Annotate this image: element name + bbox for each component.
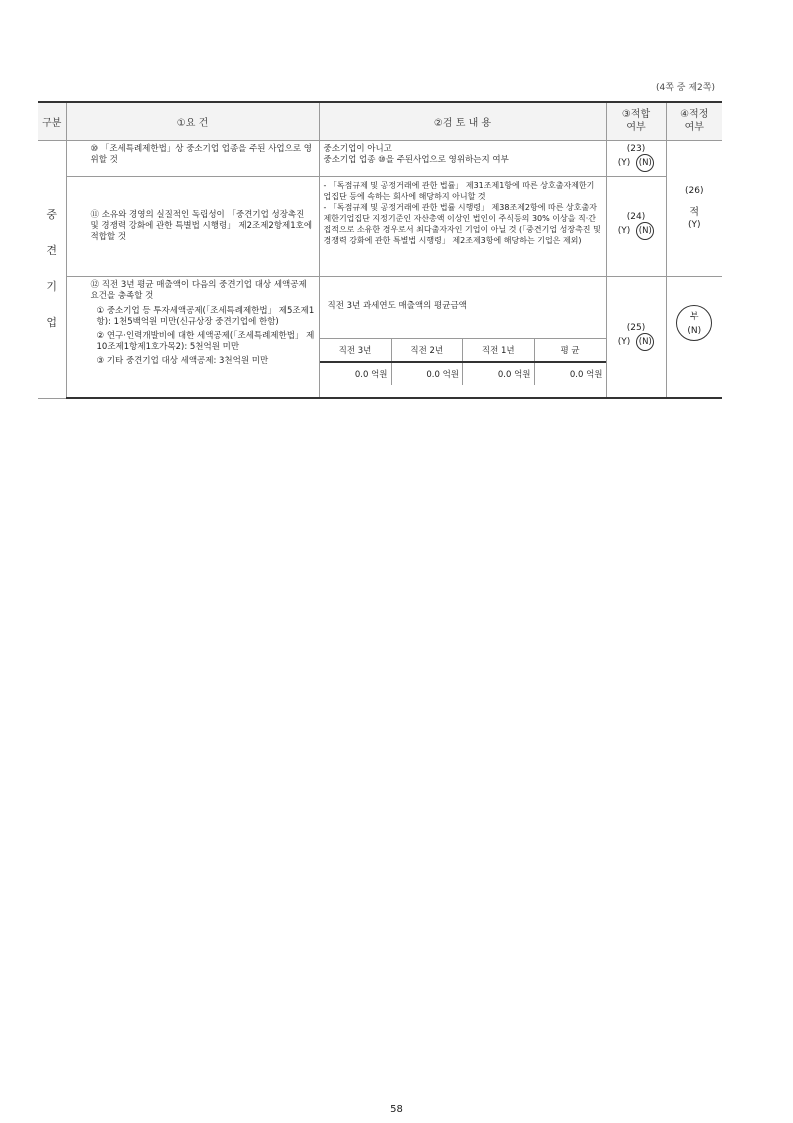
- requirement-cell: [66, 276, 319, 398]
- table-row: [38, 140, 722, 176]
- header-final: ④적정 여부: [666, 102, 722, 140]
- final-code: (Y): [687, 219, 701, 230]
- requirement-cell: [66, 140, 319, 176]
- page-number: 58: [390, 1104, 403, 1115]
- requirement-item: ② 연구·인력개발비에 대한 세액공제(「조세특례제한법」 제10조제1항제1호가목2): 5천억원 미만: [96, 330, 315, 352]
- category-char: 업: [46, 316, 58, 329]
- final-verdict-circle: [676, 305, 712, 341]
- fit-yes-option: (Y): [617, 158, 631, 168]
- fit-cell: [606, 176, 666, 276]
- requirement-text: ⑪ 소유와 경영의 실질적인 독립성이 「중견기업 성장촉진 및 경쟁력 강화에 관한 특별법 시행령」 제2조제2항제1호에 적합할 것: [90, 209, 313, 242]
- header-fit: ③적합 여부: [606, 102, 666, 140]
- sales-header: 직전 3년: [320, 338, 392, 362]
- review-cell: [319, 176, 606, 276]
- fit-number: (24): [626, 212, 646, 222]
- fit-cell: [606, 276, 666, 398]
- final-code-no: (N): [687, 325, 702, 336]
- requirement-title: ⑫ 직전 3년 평균 매출액이 다음의 중견기업 대상 세액공제 요건을 충족할 것: [90, 279, 307, 301]
- sales-table: [320, 338, 606, 385]
- header-requirement: ①요 건: [66, 102, 319, 140]
- table-header-row: [38, 102, 722, 140]
- page-label: (4쪽 중 제2쪽): [656, 83, 715, 93]
- fit-yes-option: (Y): [617, 336, 631, 347]
- category-cell: [38, 140, 66, 398]
- category-char: 견: [46, 244, 58, 257]
- fit-cell: [606, 140, 666, 176]
- sales-header-row: [320, 338, 606, 362]
- requirements-table: [38, 101, 722, 399]
- requirement-item: ③ 기타 중견기업 대상 세액공제: 3천억원 미만: [96, 355, 269, 366]
- sales-value-row: [320, 362, 606, 385]
- fit-no-selected-circle: (N): [636, 333, 654, 351]
- requirement-item: ① 중소기업 등 투자세액공제(「조세특례제한법」 제5조제1항): 1천5백억원 미만(신규상장 중견기업에 한함): [96, 305, 315, 327]
- final-cell-top: [666, 140, 722, 276]
- review-text: - 「독점규제 및 공정거래에 관한 법률」 제31조제1항에 따른 상호출자제한기업집단 등에 속하는 회사에 해당하지 아니할 것 - 「독점규제 및 공정거래에 관한 법률 시행령」 제38조제2항에 따른 상호출자제한기업집단 지정기준인 자산총액 이상인 법인이 주식등의 30% 이상을 직·간접적으로 소유한 경우로서 최다출자자인 기업이 아닐 것 (「중견기업 성장촉진 및 경쟁력 강화에 관한 특별법 시행령」 제2조제3항에 해당하는 기업은 제외): [323, 180, 601, 245]
- review-cell: [319, 140, 606, 176]
- fit-yes-option: (Y): [617, 226, 631, 236]
- category-char: 중: [46, 208, 58, 221]
- header-review: ②검 토 내 용: [319, 102, 606, 140]
- requirement-cell: [66, 176, 319, 276]
- sales-value: 0.0 억원: [463, 362, 535, 385]
- sales-header: 직전 2년: [391, 338, 463, 362]
- sales-value: 0.0 억원: [534, 362, 606, 385]
- sales-value: 0.0 억원: [391, 362, 463, 385]
- table-row: [38, 176, 722, 276]
- fit-no-selected-circle: (N): [636, 222, 654, 240]
- header-category: 구분: [38, 102, 66, 140]
- sales-header: 평 균: [534, 338, 606, 362]
- review-title: 직전 3년 과세연도 매출액의 평균금액: [327, 300, 467, 311]
- final-verdict-no: 부: [689, 311, 699, 322]
- sales-header: 직전 1년: [463, 338, 535, 362]
- category-char: 기: [46, 280, 58, 293]
- final-cell-bottom: [666, 276, 722, 398]
- sales-value: 0.0 억원: [320, 362, 392, 385]
- requirement-text: ⑩ 「조세특례제한법」상 중소기업 업종을 주된 사업으로 영위할 것: [90, 143, 312, 165]
- final-verdict: 적: [689, 206, 700, 218]
- final-number: (26): [685, 185, 704, 196]
- review-text: 중소기업이 아니고 중소기업 업종 ⑩을 주된사업으로 영위하는지 여부: [323, 143, 509, 165]
- review-cell: [319, 276, 606, 398]
- fit-number: (23): [626, 144, 646, 154]
- fit-number: (25): [626, 322, 646, 333]
- fit-no-selected-circle: (N): [636, 154, 654, 172]
- table-row: [38, 276, 722, 398]
